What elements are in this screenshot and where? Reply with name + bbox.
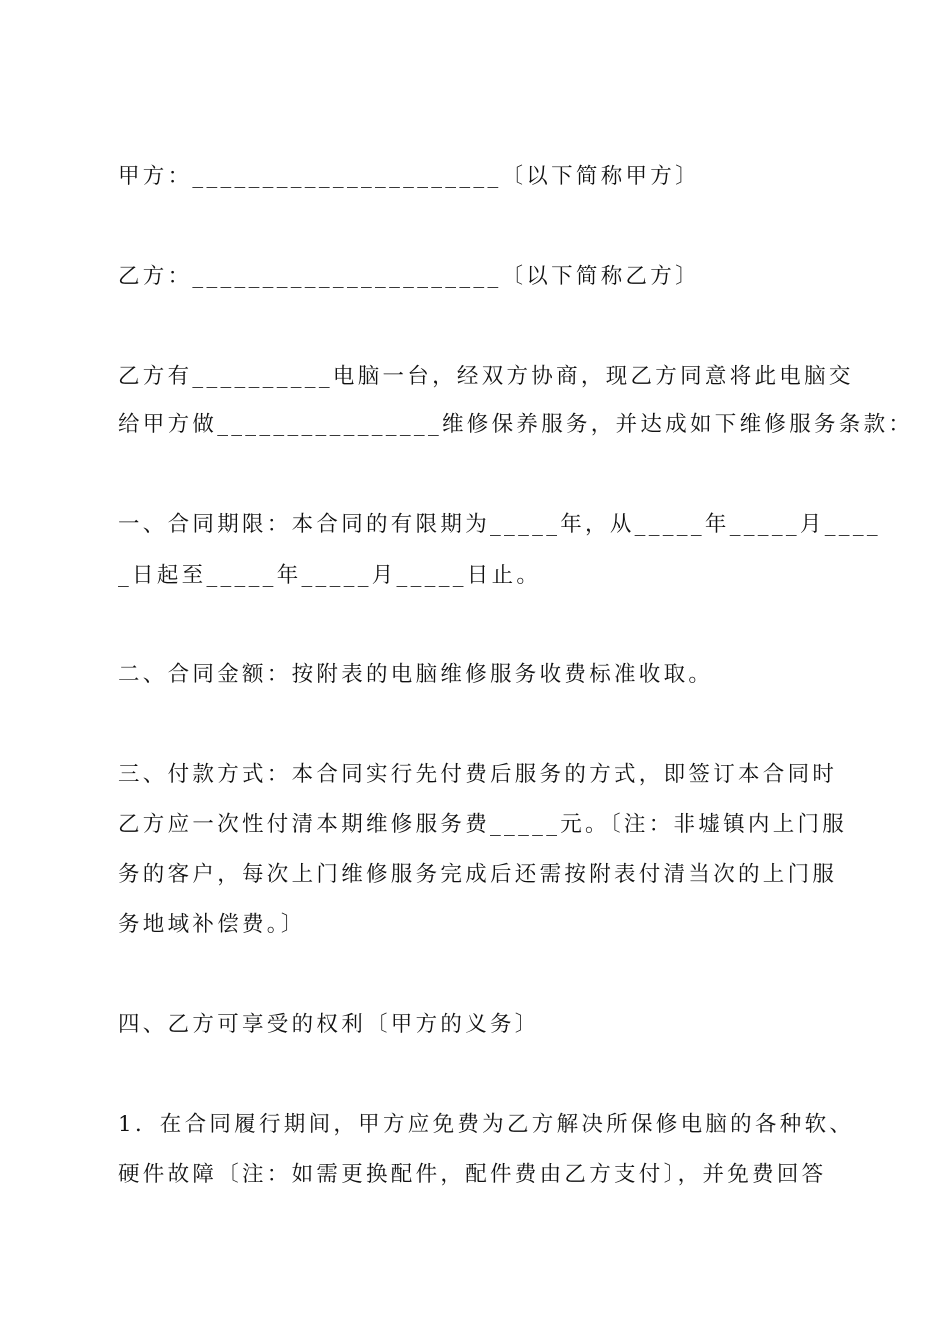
intro-line-2: 给甲方做________________维修保养服务，并达成如下维修服务条款： [118, 412, 914, 437]
clause-1-line-2: _日起至_____年_____月_____日止。 [118, 563, 542, 588]
clause-3-line-3: 务的客户，每次上门维修服务完成后还需按附表付清当次的上门服 [118, 862, 838, 887]
clause-3-line-1: 三、付款方式：本合同实行先付费后服务的方式，即签订本合同时 [118, 762, 838, 787]
clause-4-item-1-line-2: 硬件故障〔注：如需更换配件，配件费由乙方支付〕，并免费回答 [118, 1162, 827, 1187]
clause-3-line-2: 乙方应一次性付清本期维修服务费_____元。〔注：非墟镇内上门服 [118, 812, 848, 837]
clause-4-heading: 四、乙方可享受的权利〔甲方的义务〕 [118, 1012, 540, 1037]
intro-line-1: 乙方有__________电脑一台，经双方协商，现乙方同意将此电脑交 [118, 364, 854, 389]
clause-3-line-4: 务地域补偿费。〕 [118, 912, 306, 937]
clause-4-item-1-line-1: 1．在合同履行期间，甲方应免费为乙方解决所保修电脑的各种软、 [118, 1112, 855, 1137]
party-b-line: 乙方：______________________〔以下简称乙方〕 [118, 264, 700, 289]
party-a-line: 甲方：______________________〔以下简称甲方〕 [118, 164, 700, 189]
clause-2-line-1: 二、合同金额：按附表的电脑维修服务收费标准收取。 [118, 662, 714, 687]
clause-1-line-1: 一、合同期限：本合同的有限期为_____年，从_____年_____月____ [118, 512, 881, 537]
